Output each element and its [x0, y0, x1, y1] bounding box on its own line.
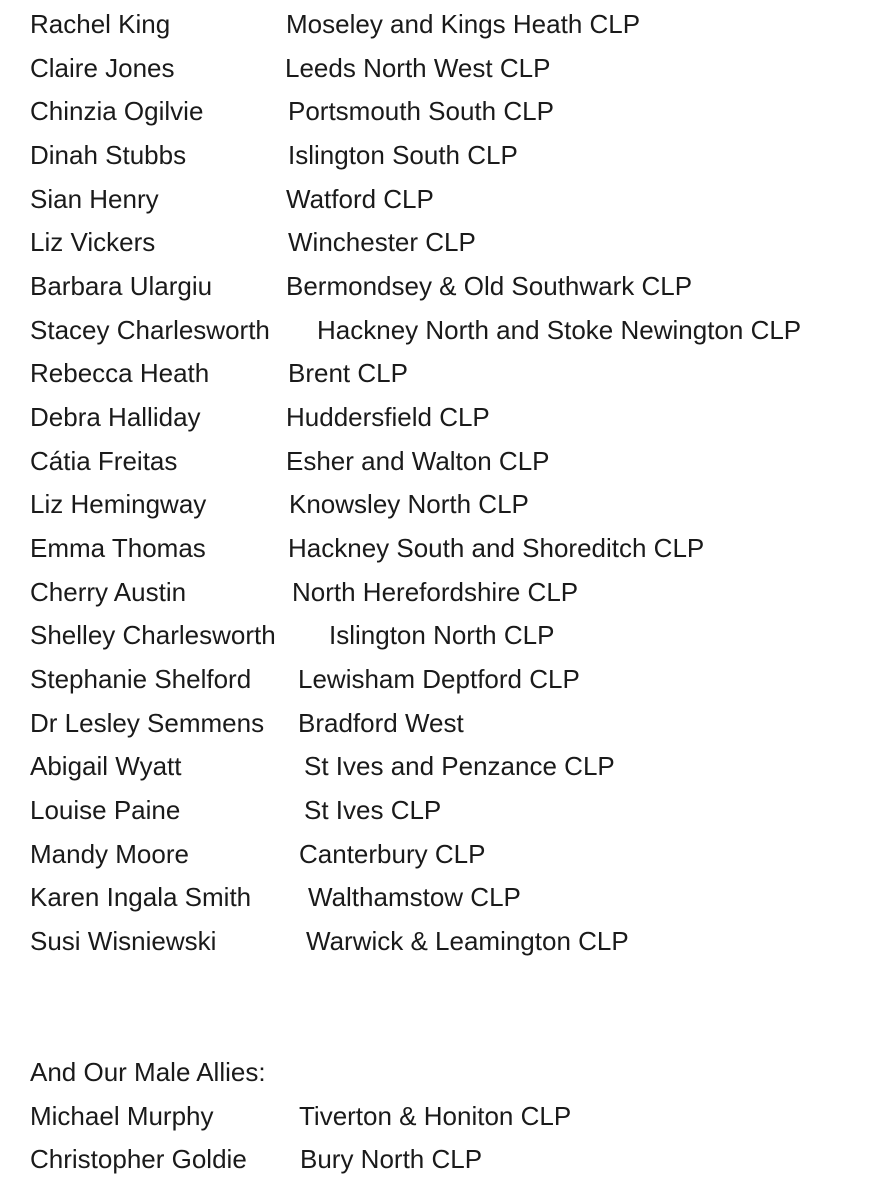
signatory-constituency: Portsmouth South CLP: [288, 96, 554, 126]
signatory-constituency: Islington South CLP: [288, 140, 518, 170]
signatory-constituency: Watford CLP: [286, 184, 434, 214]
signatory-constituency: Hackney North and Stoke Newington CLP: [317, 315, 802, 345]
ally-name: Michael Murphy: [30, 1101, 214, 1131]
signatory-constituency: Winchester CLP: [288, 227, 476, 257]
ally-constituency: Tiverton & Honiton CLP: [299, 1101, 572, 1131]
ally-name: Christopher Goldie: [30, 1144, 247, 1174]
signatory-constituency: Huddersfield CLP: [286, 402, 490, 432]
signatory-name: Mandy Moore: [30, 839, 189, 869]
signatory-constituency: Brent CLP: [288, 358, 408, 388]
signatory-name: Dinah Stubbs: [30, 140, 187, 170]
signatory-name: Barbara Ulargiu: [30, 271, 213, 301]
signatory-name: Abigail Wyatt: [30, 751, 182, 781]
signatory-constituency: Leeds North West CLP: [285, 53, 551, 83]
signatory-name: Chinzia Ogilvie: [30, 96, 204, 126]
signatory-constituency: St Ives and Penzance CLP: [304, 751, 615, 781]
signatory-name: Liz Hemingway: [30, 489, 207, 519]
signatory-name: Louise Paine: [30, 795, 181, 825]
signatory-constituency: Knowsley North CLP: [289, 489, 529, 519]
signatory-constituency: St Ives CLP: [304, 795, 442, 825]
signatory-constituency: Islington North CLP: [329, 620, 555, 650]
allies-heading: And Our Male Allies:: [30, 1057, 266, 1087]
signatory-name: Shelley Charlesworth: [30, 620, 276, 650]
signatory-constituency: Canterbury CLP: [299, 839, 486, 869]
signatory-name: Cátia Freitas: [30, 446, 178, 476]
signatory-constituency: Walthamstow CLP: [308, 882, 521, 912]
signatory-name: Susi Wisniewski: [30, 926, 217, 956]
signatory-name: Stacey Charlesworth: [30, 315, 270, 345]
signatory-name: Liz Vickers: [30, 227, 156, 257]
signatory-name: Rebecca Heath: [30, 358, 210, 388]
signatory-constituency: North Herefordshire CLP: [292, 577, 579, 607]
signatory-name: Cherry Austin: [30, 577, 187, 607]
signatory-constituency: Bradford West: [298, 708, 464, 738]
signatory-name: Stephanie Shelford: [30, 664, 252, 694]
signatory-constituency: Hackney South and Shoreditch CLP: [288, 533, 705, 563]
signatory-name: Debra Halliday: [30, 402, 201, 432]
signatory-constituency: Lewisham Deptford CLP: [298, 664, 580, 694]
signatory-name: Karen Ingala Smith: [30, 882, 252, 912]
ally-constituency: Bury North CLP: [300, 1144, 483, 1174]
signatory-name: Claire Jones: [30, 53, 175, 83]
signatory-constituency: Esher and Walton CLP: [286, 446, 550, 476]
signatory-constituency: Moseley and Kings Heath CLP: [286, 9, 641, 39]
signatory-name: Emma Thomas: [30, 533, 206, 563]
signatory-name: Dr Lesley Semmens: [30, 708, 265, 738]
signatory-name: Sian Henry: [30, 184, 159, 214]
signatory-constituency: Warwick & Leamington CLP: [306, 926, 629, 956]
signatory-name: Rachel King: [30, 9, 171, 39]
signatory-constituency: Bermondsey & Old Southwark CLP: [286, 271, 693, 301]
